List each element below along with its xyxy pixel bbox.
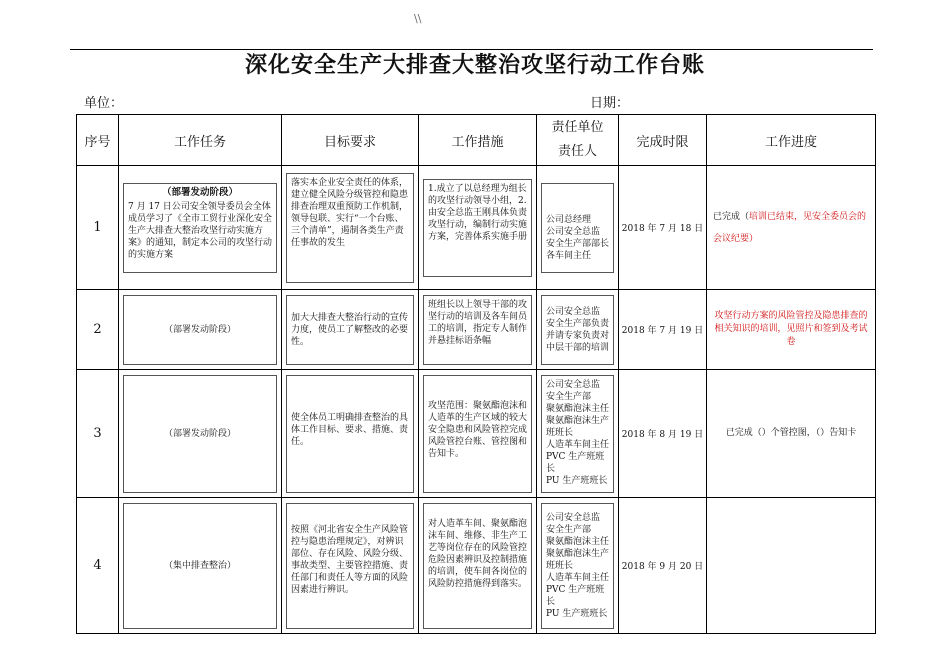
row-task bbox=[119, 290, 282, 370]
target-box: 落实本企业安全责任的体系，建立健全风险分级管控和隐患排查治理双重预防工作机制，领导包联、实行“一个台账、三个清单”，遏制各类生产责任事故的发生 bbox=[286, 173, 414, 283]
row-progress bbox=[707, 498, 876, 634]
responsible-box: 公司总经理 公司安全总监 安全生产部部长 各车间主任 bbox=[541, 183, 614, 273]
row-measures bbox=[419, 290, 537, 370]
row-deadline: 2018 年 9 月 20 日 bbox=[619, 498, 707, 634]
date-label: 日期： bbox=[590, 96, 630, 111]
responsible-box: 公司安全总监 安全生产部负责 并请专家负责对 中层干部的培训 bbox=[541, 295, 614, 365]
progress-text: 已完成（）个管控图，（）告知卡 bbox=[725, 428, 857, 438]
row-target bbox=[282, 290, 419, 370]
row-measures bbox=[419, 370, 537, 498]
progress-text bbox=[707, 206, 875, 250]
row-measures bbox=[419, 498, 537, 634]
measures-box: 对人造革车间、聚氨酯泡沫车间、维修、非生产工艺等岗位存在的风险管控危险因素辨识及控制措施的培训，使车间各岗位的风险防控措施得到落实。 bbox=[423, 503, 532, 629]
col-seq: 序号 bbox=[77, 115, 119, 166]
col-measures: 工作措施 bbox=[419, 115, 537, 166]
task-phase: （部署发动阶段） bbox=[161, 186, 238, 198]
page-title: 深化安全生产大排查大整治攻坚行动工作台账 bbox=[244, 53, 705, 78]
table-row bbox=[77, 166, 876, 290]
col-target: 目标要求 bbox=[282, 115, 419, 166]
unit-label: 单位： bbox=[84, 96, 124, 111]
row-task bbox=[119, 166, 282, 290]
target-box: 按照《河北省安全生产风险管控与隐患治理规定》，对辨识部位、存在风险、风险分级、事故类型、主要管控措施、责任部门和责任人等方面的风险因素进行辨识。 bbox=[286, 503, 414, 629]
row-measures bbox=[419, 166, 537, 290]
row-responsible bbox=[537, 370, 619, 498]
task-box: （集中排查整治） bbox=[123, 503, 277, 629]
col-resp-person: 责任人 bbox=[557, 144, 597, 159]
row-deadline: 2018 年 7 月 19 日 bbox=[619, 290, 707, 370]
row-target bbox=[282, 370, 419, 498]
measures-box: 攻坚范围：聚氨酯泡沫和人造革的生产区域的较大安全隐患和风险管控完成风险管控台账、管控图和告知卡。 bbox=[423, 375, 532, 493]
row-deadline: 2018 年 7 月 18 日 bbox=[619, 166, 707, 290]
task-text: 7 月 17 日公司安全领导委员会全体成员学习了《全市工贸行业深化安全生产大排查大整治攻坚行动实施方案》的通知，制定本公司的攻坚行动的实施方案 bbox=[128, 201, 273, 260]
row-task bbox=[119, 370, 282, 498]
col-progress: 工作进度 bbox=[707, 115, 876, 166]
progress-plain: 已完成（ bbox=[713, 211, 750, 222]
responsible-box: 公司安全总监 安全生产部 聚氨酯泡沫主任 聚氨酯泡沫生产班班长 人造革车间主任 PVC 生产班班长 PU 生产班班长 bbox=[541, 375, 614, 493]
row-target bbox=[282, 498, 419, 634]
row-seq: 1 bbox=[77, 166, 119, 290]
row-target bbox=[282, 166, 419, 290]
col-responsible bbox=[537, 115, 619, 166]
row-seq: 2 bbox=[77, 290, 119, 370]
table-row bbox=[77, 290, 876, 370]
progress-red: 培训已结束，见安全委员会的会议纪要） bbox=[713, 211, 867, 244]
row-task bbox=[119, 498, 282, 634]
responsible-box: 公司安全总监 安全生产部 聚氨酯泡沫主任 聚氨酯泡沫生产班班长 人造革车间主任 PVC 生产班班长 PU 生产班班长 bbox=[541, 503, 614, 629]
table-row bbox=[77, 498, 876, 634]
ledger-table bbox=[76, 114, 876, 634]
task-box: （部署发动阶段） bbox=[123, 375, 277, 493]
row-progress bbox=[707, 290, 876, 370]
table-row bbox=[77, 370, 876, 498]
row-progress bbox=[707, 370, 876, 498]
target-box: 使全体员工明确排查整治的具体工作目标、要求、措施、责任。 bbox=[286, 375, 414, 493]
target-box: 加大大排查大整治行动的宣传力度，使员工了解整改的必要性。 bbox=[286, 295, 414, 365]
measures-box: 班组长以上领导干部的攻坚行动的培训及各车间员工的培训，指定专人制作并悬挂标语条幅 bbox=[423, 295, 532, 365]
row-responsible bbox=[537, 290, 619, 370]
row-deadline: 2018 年 8 月 19 日 bbox=[619, 370, 707, 498]
col-deadline: 完成时限 bbox=[619, 115, 707, 166]
header-row bbox=[77, 115, 876, 166]
col-task: 工作任务 bbox=[119, 115, 282, 166]
row-seq: 3 bbox=[77, 370, 119, 498]
row-responsible bbox=[537, 166, 619, 290]
row-progress bbox=[707, 166, 876, 290]
header-mark: \\ bbox=[414, 12, 422, 25]
col-resp-unit: 责任单位 bbox=[551, 120, 604, 135]
measures-box: 1.成立了以总经理为组长的攻坚行动领导小组，2.由安全总监王刚具体负责攻坚行动，编制行动实施方案，完善体系实施手册 bbox=[423, 179, 532, 277]
progress-text: 攻坚行动方案的风险管控及隐患排查的相关知识的培训，见照片和签到及考试卷 bbox=[714, 311, 868, 347]
task-box bbox=[123, 183, 277, 273]
task-box: （部署发动阶段） bbox=[123, 295, 277, 365]
row-responsible bbox=[537, 498, 619, 634]
row-seq: 4 bbox=[77, 498, 119, 634]
